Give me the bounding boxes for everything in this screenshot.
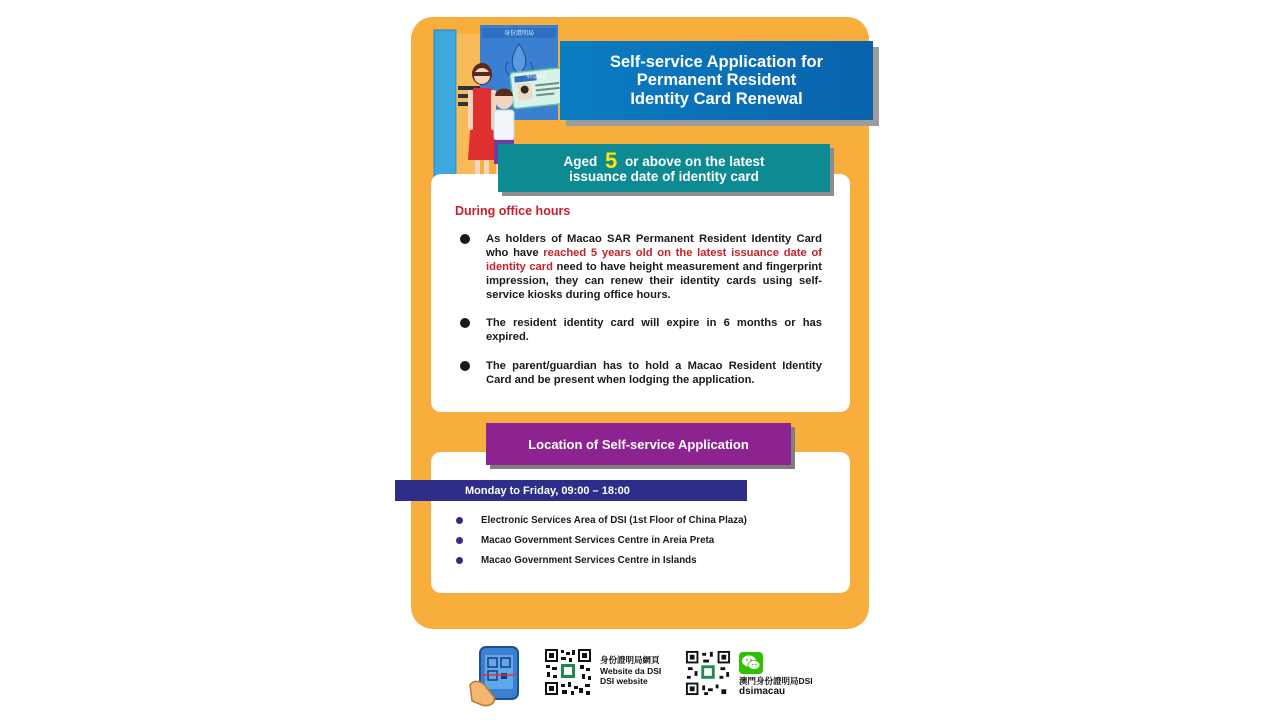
bullet-icon xyxy=(460,318,470,328)
age-prefix: Aged xyxy=(563,153,598,169)
service-hours-bar xyxy=(395,480,747,501)
website-label-pt: Website da DSI xyxy=(600,665,662,676)
age-suffix: or above on the latest xyxy=(625,153,765,169)
location-item: Electronic Services Area of DSI (1st Floor of China Plaza) xyxy=(481,515,747,526)
office-hours-label: During office hours xyxy=(455,204,571,218)
location-heading: Location of Self-service Application xyxy=(486,423,791,465)
age-line-2: issuance date of identity card xyxy=(569,168,759,184)
service-hours: Monday to Friday, 09:00 – 18:00 xyxy=(465,484,630,497)
wechat-label-zh: 澳門身份證明局DSI xyxy=(739,676,813,686)
title-banner xyxy=(560,41,873,120)
requirement-text: As holders of Macao SAR Permanent Resident Identity Card who have xyxy=(486,233,822,259)
card-top-label: 身份證明局 xyxy=(503,30,535,37)
title-line: Identity Card Renewal xyxy=(630,89,803,108)
requirement-item: The parent/guardian has to hold a Macao Resident Identity Card and be present when lodging the application. xyxy=(486,360,822,386)
website-label-en: DSI website xyxy=(600,676,648,686)
wechat-handle: dsimacau xyxy=(739,685,786,697)
bullet-icon xyxy=(456,537,463,544)
wechat-icon xyxy=(739,652,763,674)
qr-code-icon xyxy=(544,648,592,696)
phone-scan-icon xyxy=(468,645,526,707)
card-badge-label: 身份證明局 xyxy=(526,74,546,79)
age-number: 5 xyxy=(604,147,618,173)
bullet-icon xyxy=(456,557,463,564)
bullet-icon xyxy=(456,517,463,524)
bullet-icon xyxy=(460,234,470,244)
location-item: Macao Government Services Centre in Islands xyxy=(481,555,697,566)
age-line-1 xyxy=(563,147,765,173)
requirement-item xyxy=(486,232,822,302)
wechat-label xyxy=(739,676,813,697)
requirement-text: need to have height measurement and fingerprint impression, they can renew their identity cards using self-service kiosks during office hours. xyxy=(486,261,822,301)
title-line: Self-service Application for xyxy=(609,52,824,71)
bullet-icon xyxy=(460,361,470,371)
location-item: Macao Government Services Centre in Areia Preta xyxy=(481,535,715,546)
qr-code-icon xyxy=(685,650,731,696)
age-requirement-banner xyxy=(498,144,830,192)
website-label-zh: 身份證明局網頁 xyxy=(600,655,660,665)
requirement-item: The resident identity card will expire in 6 months or has expired. xyxy=(486,317,822,343)
title-line: Permanent Resident xyxy=(636,71,797,90)
requirement-highlight: reached 5 years old on the latest issuance date of identity card xyxy=(486,247,822,273)
website-label xyxy=(600,655,661,687)
